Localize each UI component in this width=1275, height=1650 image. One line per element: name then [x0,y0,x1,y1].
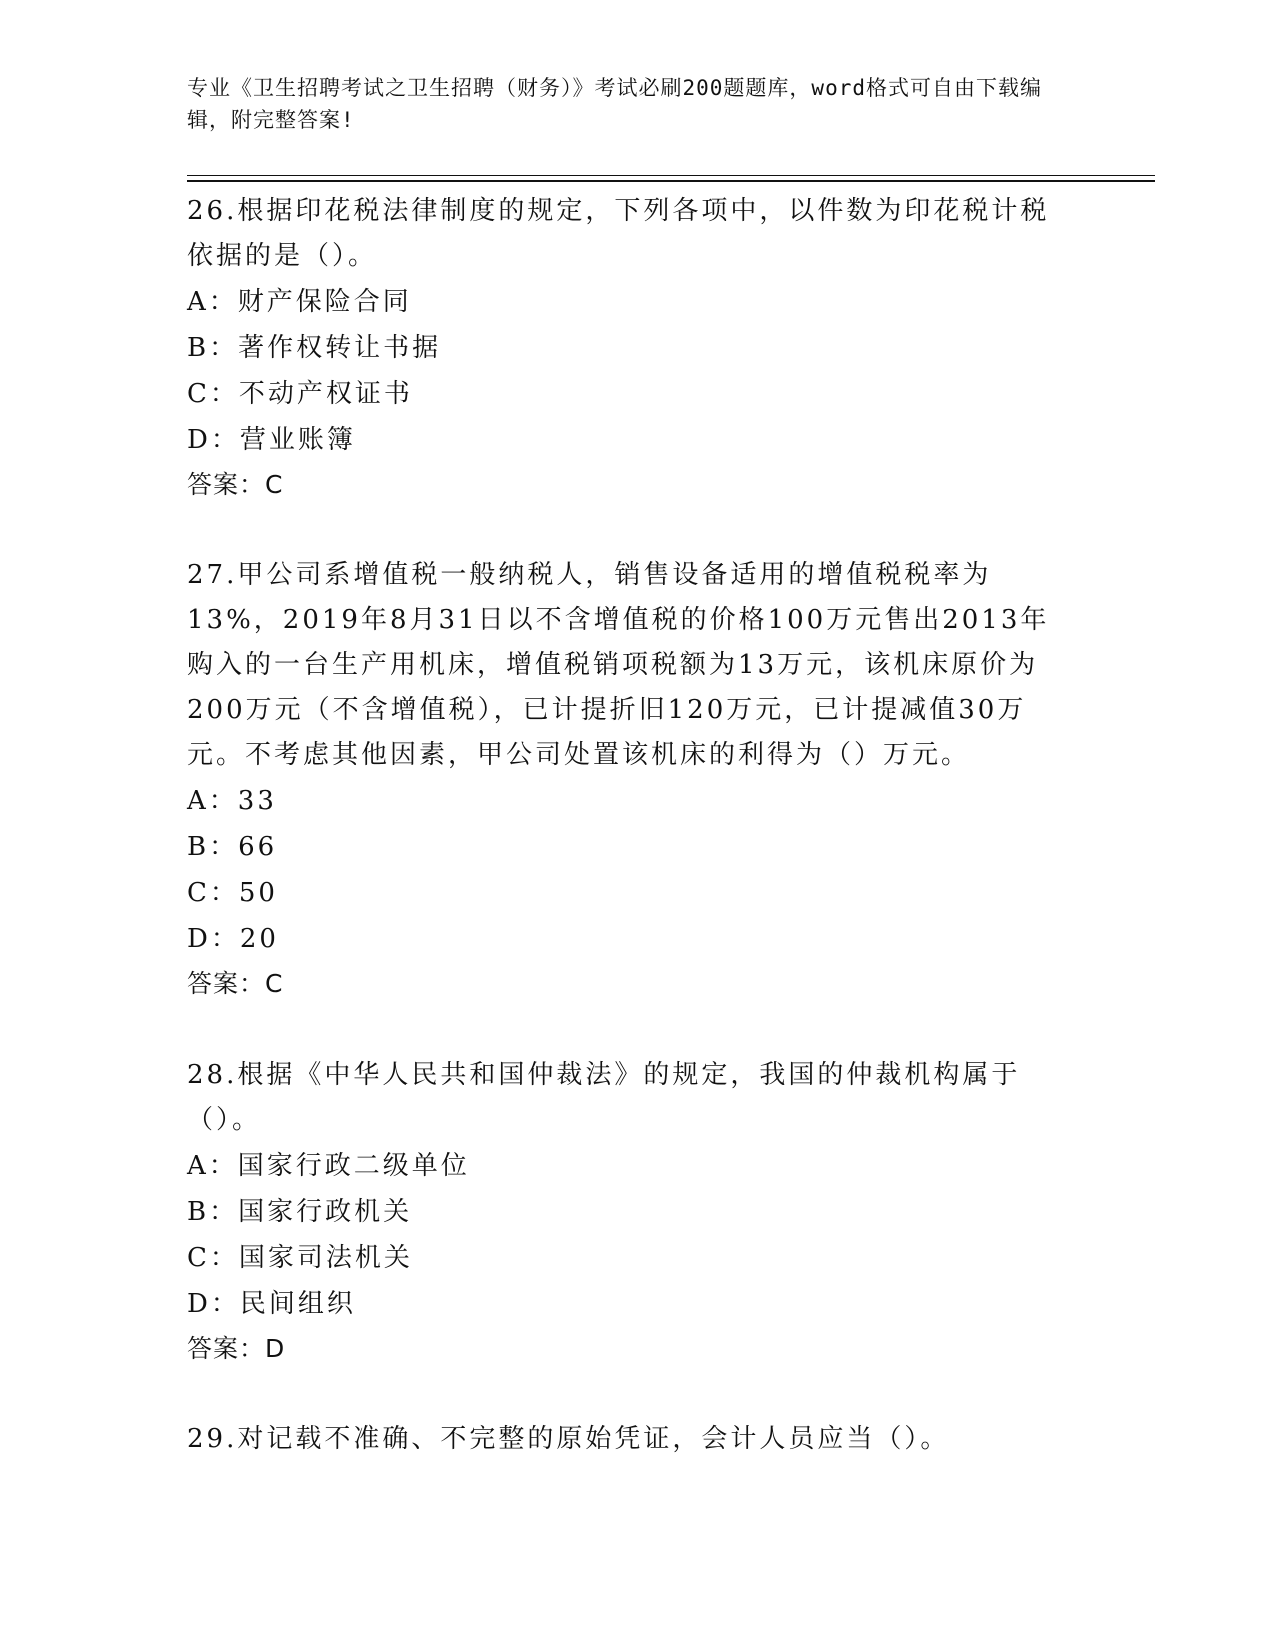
question-stem: 28.根据《中华人民共和国仲裁法》的规定，我国的仲裁机构属于（）。 [187,1060,1021,1135]
option-a: A：国家行政二级单位 [187,1151,470,1181]
question-29 [187,1417,1067,1462]
option-c: C：不动产权证书 [187,379,413,409]
answer: 答案：C [187,470,284,499]
header-divider-thick [187,180,1155,182]
header-divider-thin [187,175,1155,176]
option-b: B：国家行政机关 [187,1197,413,1227]
question-stem: 27.甲公司系增值税一般纳税人，销售设备适用的增值税税率为13%，2019年8月31日以不含增值税的价格100万元售出2013年购入的一台生产用机床，增值税销项税额为13万元，该机床原价为200万元（不含增值税），已计提折旧120万元，已计提减值30万元。不考虑其他因素，甲公司处置该机床的利得为（）万元。 [187,560,1050,770]
answer: 答案：D [187,1334,286,1363]
option-a: A：财产保险合同 [187,287,412,317]
question-28 [187,1053,1067,1371]
option-d: D：20 [187,924,279,954]
option-b: B：66 [187,832,278,862]
question-27 [187,553,1067,1006]
answer: 答案：C [187,969,284,998]
option-b: B：著作权转让书据 [187,333,442,363]
option-c: C：国家司法机关 [187,1243,413,1273]
question-stem: 29.对记载不准确、不完整的原始凭证，会计人员应当（）。 [187,1424,950,1454]
option-d: D：营业账簿 [187,425,356,455]
option-c: C：50 [187,878,278,908]
question-26 [187,189,1067,507]
option-d: D：民间组织 [187,1289,356,1319]
document-header: 专业《卫生招聘考试之卫生招聘（财务）》考试必刷200题题库，word格式可自由下载编辑，附完整答案! [187,76,1042,132]
question-stem: 26.根据印花税法律制度的规定，下列各项中，以件数为印花税计税依据的是（）。 [187,196,1050,271]
option-a: A：33 [187,786,277,816]
